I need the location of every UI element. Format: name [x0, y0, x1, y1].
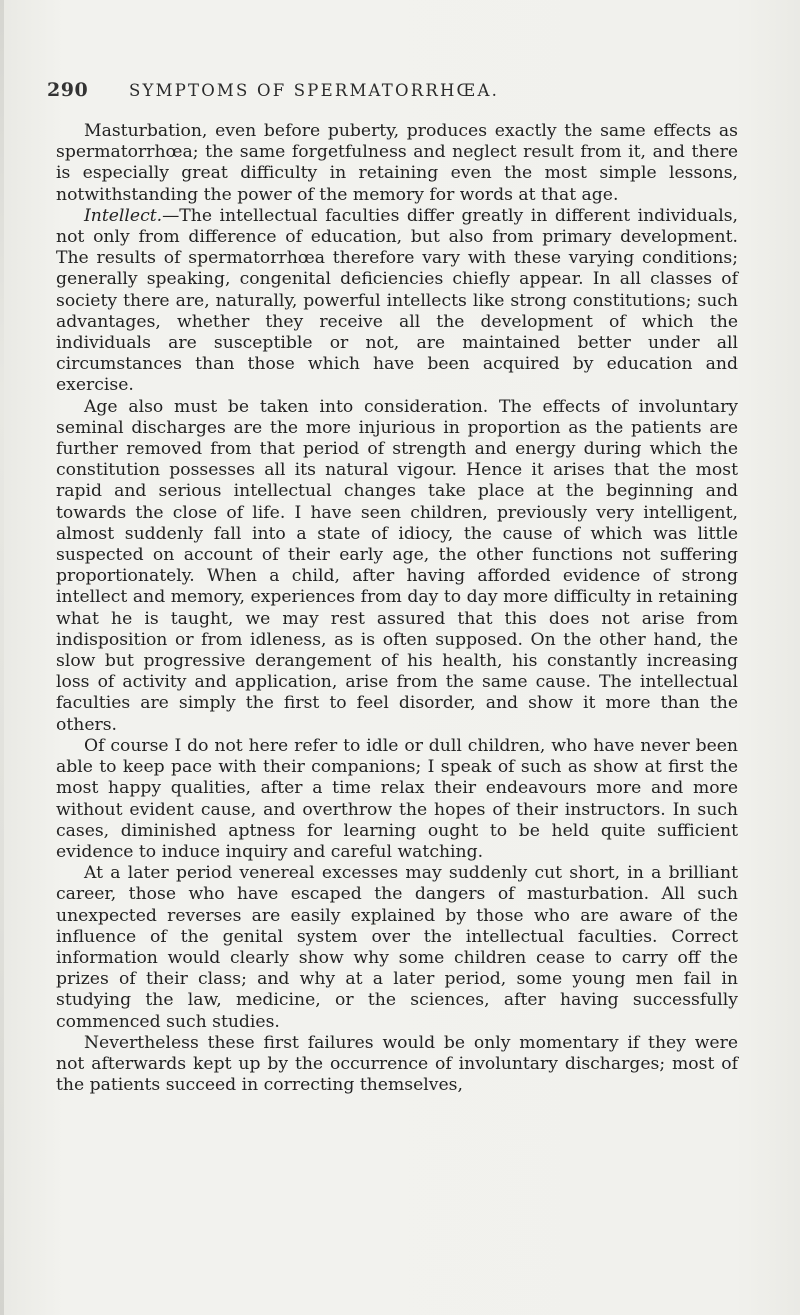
paragraph-text: Nevertheless these first failures would be only momentary if they were not afterwards kept up by the occurrence of involuntary discharges; most of the patients succeed in correcting themselves, [56, 1032, 738, 1096]
page-number: 290 [47, 79, 89, 101]
paragraph-text: Age also must be taken into consideration. The effects of involuntary seminal discharges are the more injurious in proportion as the patients are further removed from that period of strength and energy during which the constitution possesses all its natural vigour. Hence it arises that the most rapid and serious intellectual changes take place at the beginning and towards the close of life. I have seen children, previously very intelligent, almost suddenly fall into a state of idiocy, the cause of which was little suspected on account of their early age, the other functions not suffering proportionately. When a child, after having afforded evidence of strong intellect and memory, experiences from day to day more difficulty in retaining what he is taught, we may rest assured that this does not arise from indisposition or from idleness, as is often supposed. On the other hand, the slow but progressive derangement of his health, his constantly increasing loss of activity and application, arise from the same cause. The intellectual faculties are simply the first to feel disorder, and show it more than the others. [56, 396, 738, 735]
paragraph-text: Masturbation, even before puberty, produces exactly the same effects as spermatorrhœa; the same forgetfulness and neglect result from it, and there is especially great difficulty in retaining even the most simple lessons, notwithstanding the power of the memory for words at that age. [56, 121, 738, 205]
paragraph-idle-children [56, 736, 738, 863]
paragraph-masturbation [56, 121, 738, 206]
body-text [56, 121, 738, 1096]
paragraph-text: Of course I do not here refer to idle or dull children, who have never been able to keep pace with their companions; I speak of such as show at first the most happy qualities, after a time relax their endeavours more and more without evident cause, and overthrow the hopes of their instructors. In such cases, diminished aptness for learning ought to be held quite sufficient evidence to induce inquiry and careful watching. [56, 735, 738, 862]
page-edge-shadow [0, 0, 4, 1315]
paragraph-age [56, 397, 738, 736]
paragraph-nevertheless [56, 1033, 738, 1097]
page-header [47, 78, 747, 102]
paragraph-later-period [56, 863, 738, 1033]
section-label-intellect: Intellect. [84, 205, 163, 226]
paragraph-intellect [56, 206, 738, 397]
running-title: SYMPTOMS OF SPERMATORRHŒA. [129, 81, 500, 100]
paragraph-text: At a later period venereal excesses may suddenly cut short, in a brilliant career, those who have escaped the dangers of masturbation. All such unexpected reverses are easily explained by those who are aware of the influence of the genital system over the intellectual faculties. Correct information would clearly show why some children cease to carry off the prizes of their class; and why at a later period, some young men fail in studying the law, medicine, or the sciences, after having successfully commenced such studies. [56, 863, 738, 1032]
paragraph-text: —The intellectual faculties differ greatly in different individuals, not only from difference of education, but also from primary development. The results of spermatorrhœa therefore vary with these varying conditions; generally speaking, congenital deficiencies chiefly appear. In all classes of society there are, naturally, powerful intellects like strong constitutions; such advantages, whether they receive all the development of which the individuals are susceptible or not, are maintained better under all circumstances than those which have been acquired by education and exercise. [56, 205, 738, 396]
